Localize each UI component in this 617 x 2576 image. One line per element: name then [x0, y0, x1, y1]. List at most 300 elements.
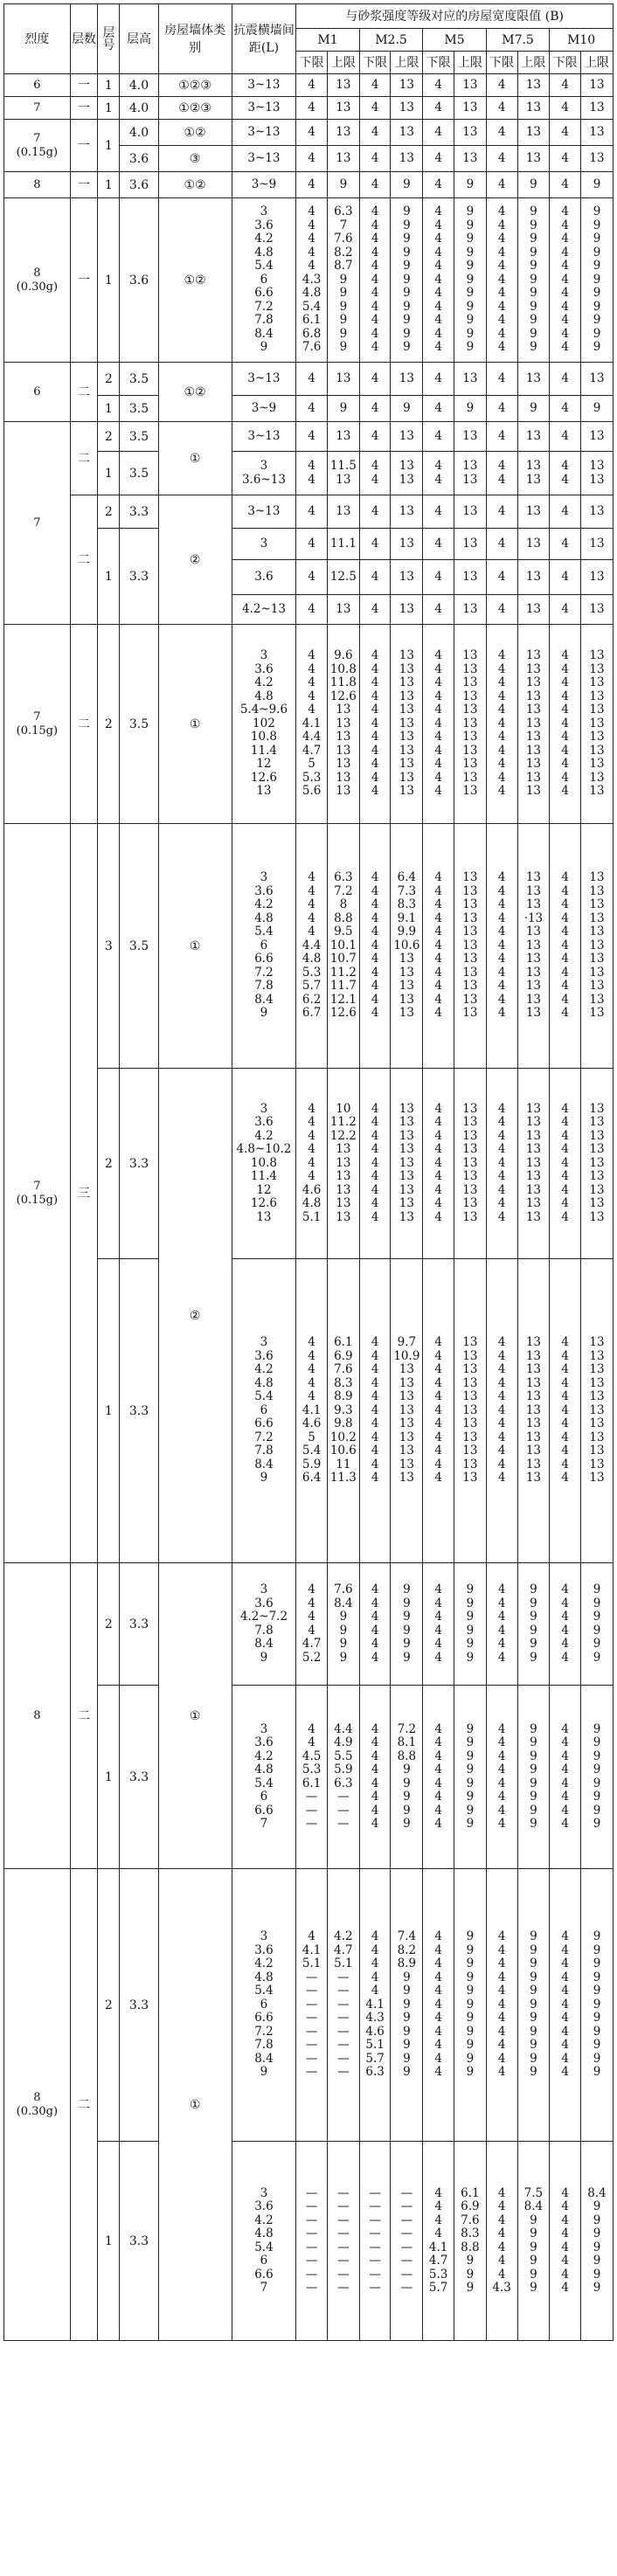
lower-limit-cell: 4 — [423, 172, 454, 198]
upper-limit-cell: 13 — [327, 495, 359, 529]
upper-limit-cell: 9 — [517, 172, 550, 198]
wall-type-cell: ①② — [158, 172, 232, 198]
lower-limit-cell: 4 — [296, 120, 328, 146]
header-lower: 下限 — [486, 52, 517, 74]
header-lower: 下限 — [550, 52, 581, 74]
lower-limit-cell: 4 — [296, 422, 328, 452]
floor-height-cell: 3.3 — [120, 1069, 158, 1259]
upper-limit-cell: 13 — [327, 146, 359, 172]
storeys-cell: 二 — [70, 422, 98, 495]
header-floor-no: 层号 — [98, 4, 120, 74]
lower-limit-cell: 4 4 — [423, 452, 454, 495]
upper-limit-cell: 9 — [581, 172, 614, 198]
lower-limit-cell: 4 — [486, 396, 517, 422]
floor-height-cell: 3.3 — [120, 1259, 158, 1563]
wall-type-cell: ①②③ — [158, 97, 232, 120]
upper-limit-cell: 4.2 4.7 5.1 — — — — — — — — — [327, 1869, 359, 2142]
upper-limit-cell: 13 — [517, 146, 550, 172]
lower-limit-cell: 4 — [359, 363, 391, 396]
lower-limit-cell: 4 4 4 4 4 4 4 4 4 4 4 — [550, 824, 581, 1069]
lower-limit-cell: 4 4 4 4 4 4 4 4 4 4 4 — [550, 198, 581, 363]
header-lower: 下限 — [359, 52, 391, 74]
lower-limit-cell: 4 — [423, 495, 454, 529]
table-row — [4, 198, 614, 363]
spacing-cell: 3~9 — [232, 396, 296, 422]
lower-limit-cell: 4 — [296, 560, 328, 595]
lower-limit-cell: 4 — [296, 363, 328, 396]
lower-limit-cell: 4 — [486, 146, 517, 172]
upper-limit-cell: 9 9 9 9 9 9 9 9 9 9 9 — [581, 198, 614, 363]
storeys-cell: 二 — [70, 625, 98, 824]
upper-limit-cell: 13 — [327, 595, 359, 625]
lower-limit-cell: 4 4 4 4 4 4 4 4 — [486, 1686, 517, 1869]
lower-limit-cell: 4 — [359, 529, 391, 560]
upper-limit-cell: 13 — [517, 120, 550, 146]
floor-height-cell: 3.6 — [120, 198, 158, 363]
floor-no-cell: 1 — [98, 198, 120, 363]
lower-limit-cell: 4 — [423, 422, 454, 452]
upper-limit-cell: 9 9 9 9 9 9 — [391, 1563, 423, 1686]
header-lower: 下限 — [423, 52, 454, 74]
lower-limit-cell: 4 — [359, 422, 391, 452]
upper-limit-cell: 13 — [454, 363, 487, 396]
floor-height-cell: 4.0 — [120, 74, 158, 97]
lower-limit-cell: 4 — [486, 74, 517, 97]
floor-no-cell: 1 — [98, 1259, 120, 1563]
upper-limit-cell: 9 9 9 9 9 9 — [454, 1563, 487, 1686]
lower-limit-cell: 4 4 4 4 4 4 — [486, 1563, 517, 1686]
lower-limit-cell: 4 4 — [486, 452, 517, 495]
upper-limit-cell: 6.3 7 7.6 8.2 8.7 9 9 9 9 9 9 — [327, 198, 359, 363]
floor-no-cell: 1 — [98, 529, 120, 625]
table-row — [4, 824, 614, 1069]
upper-limit-cell: 9 — [327, 396, 359, 422]
table-row — [4, 363, 614, 396]
lower-limit-cell: 4 — [423, 595, 454, 625]
upper-limit-cell: 13 — [517, 422, 550, 452]
storeys-cell: 一 — [70, 97, 98, 120]
lower-limit-cell: 4 — [486, 495, 517, 529]
floor-no-cell: 2 — [98, 363, 120, 396]
lower-limit-cell: 4 — [359, 97, 391, 120]
upper-limit-cell: 13 — [581, 120, 614, 146]
upper-limit-cell: 13 — [454, 495, 487, 529]
upper-limit-cell: — — — — — — — — — [327, 2142, 359, 2341]
upper-limit-cell: 13 — [581, 422, 614, 452]
spacing-cell: 3 3.6 4.2 4.8 5.4~9.6 102 10.8 11.4 12 12.6 13 — [232, 625, 296, 824]
lower-limit-cell: 4 4 4 4 4 4 — [550, 1563, 581, 1686]
lower-limit-cell: 4 — [486, 595, 517, 625]
lower-limit-cell: 4 4 4 4 4 4 4 4 — [550, 2142, 581, 2341]
lower-limit-cell: 4 — [486, 529, 517, 560]
lower-limit-cell: 4 — [423, 120, 454, 146]
lower-limit-cell: 4 4 4 4 4 4 4 4 4 4 4 — [423, 1869, 454, 2142]
table-row — [4, 97, 614, 120]
lower-limit-cell: 4 — [423, 529, 454, 560]
header-floor-height: 层高 — [120, 4, 158, 74]
lower-limit-cell: 4 — [550, 396, 581, 422]
floor-height-cell: 3.3 — [120, 1869, 158, 2142]
floor-height-cell: 3.5 — [120, 396, 158, 422]
lower-limit-cell: 4 — [423, 146, 454, 172]
lower-limit-cell: — — — — — — — — — [296, 2142, 328, 2341]
header-grade-m7-5: M7.5 — [486, 29, 550, 52]
lower-limit-cell: 4 4 4 4 4 4 4 4 4 4 4 — [359, 824, 391, 1069]
lower-limit-cell: 4 4 4 4 4 4 4 4 4 — [486, 1069, 517, 1259]
lower-limit-cell: 4 4 4 4 4 4 — [359, 1563, 391, 1686]
upper-limit-cell: 7.6 8.4 9 9 9 9 — [327, 1563, 359, 1686]
lower-limit-cell: 4 — [296, 529, 328, 560]
lower-limit-cell: 4 4 4 4 4 4 4 4 4 4 4 — [359, 625, 391, 824]
header-intensity: 烈度 — [4, 4, 71, 74]
header-grade-m5: M5 — [423, 29, 487, 52]
lower-limit-cell: 4 4 4 4 4 4 4 4 4 — [423, 1069, 454, 1259]
lower-limit-cell: 4 — [296, 595, 328, 625]
floor-height-cell: 3.3 — [120, 2142, 158, 2341]
wall-type-cell: ② — [158, 495, 232, 625]
lower-limit-cell: 4 — [296, 396, 328, 422]
lower-limit-cell: 4 — [423, 74, 454, 97]
upper-limit-cell: 13 — [517, 363, 550, 396]
upper-limit-cell: 9 9 9 9 9 9 — [517, 1563, 550, 1686]
lower-limit-cell: 4 — [423, 97, 454, 120]
upper-limit-cell: 13 — [454, 120, 487, 146]
upper-limit-cell: 13 — [391, 422, 423, 452]
upper-limit-cell: 13 13 13 13 13 13 13 13 13 — [391, 1069, 423, 1259]
lower-limit-cell: 4 4 4 4 4 4 4 4 — [423, 1686, 454, 1869]
lower-limit-cell: 4 4 4 4 4 4.1 4.3 4.6 5.1 5.7 6.3 — [359, 1869, 391, 2142]
upper-limit-cell: 13 — [454, 529, 487, 560]
upper-limit-cell: 13 — [391, 529, 423, 560]
lower-limit-cell: 4 4 4 4 4.1 4.7 5.3 5.7 — [423, 2142, 454, 2341]
spacing-cell: 3~13 — [232, 146, 296, 172]
upper-limit-cell: 13 — [454, 422, 487, 452]
upper-limit-cell: 7.5 8.4 9 9 9 9 9 9 — [517, 2142, 550, 2341]
spacing-cell: 3 3.6 4.2 4.8 5.4 6 6.6 7.2 7.8 8.4 9 — [232, 198, 296, 363]
header-grade-m1: M1 — [296, 29, 360, 52]
lower-limit-cell: 4 — [423, 363, 454, 396]
lower-limit-cell: 4 — [550, 363, 581, 396]
header-upper: 上限 — [454, 52, 487, 74]
lower-limit-cell: 4 4 4 4 4 4 4 4 4 — [359, 1069, 391, 1259]
upper-limit-cell: 13 — [581, 560, 614, 595]
floor-height-cell: 3.5 — [120, 422, 158, 452]
upper-limit-cell: 13 13 13 13 13 13 13 13 13 13 13 — [517, 625, 550, 824]
wall-type-cell: ① — [158, 1869, 232, 2341]
upper-limit-cell: 9 9 9 9 9 9 — [581, 1563, 614, 1686]
upper-limit-cell: 9.7 10.9 13 13 13 13 13 13 13 13 13 — [391, 1259, 423, 1563]
floor-height-cell: 3.3 — [120, 1686, 158, 1869]
upper-limit-cell: 13 — [517, 495, 550, 529]
upper-limit-cell: 13 13 13 13 13 13 13 13 13 — [581, 1069, 614, 1259]
spacing-cell: 3~13 — [232, 120, 296, 146]
upper-limit-cell: 10 11.2 12.2 13 13 13 13 13 13 — [327, 1069, 359, 1259]
table-row — [4, 1869, 614, 2142]
lower-limit-cell: 4 4 — [359, 452, 391, 495]
lower-limit-cell: 4 — [486, 560, 517, 595]
lower-limit-cell: — — — — — — — — — [359, 2142, 391, 2341]
lower-limit-cell: 4 4 4 4 4 4 — [423, 1563, 454, 1686]
lower-limit-cell: 4 4 4 4 4 4.4 4.8 5.3 5.7 6.2 6.7 — [296, 824, 328, 1069]
intensity-cell: 8 — [4, 1563, 71, 1869]
upper-limit-cell: 8.4 9 9 9 9 9 9 9 — [581, 2142, 614, 2341]
upper-limit-cell: 13 — [517, 560, 550, 595]
table-row — [4, 74, 614, 97]
spacing-cell: 3 3.6 4.2 4.8 5.4 6 6.6 7.2 7.8 8.4 9 — [232, 824, 296, 1069]
floor-no-cell: 2 — [98, 1869, 120, 2142]
table-body — [4, 74, 614, 2341]
wall-type-cell: ③ — [158, 146, 232, 172]
lower-limit-cell: 4 — [359, 146, 391, 172]
lower-limit-cell: 4 4 4 4 4.7 5.2 — [296, 1563, 328, 1686]
lower-limit-cell: 4 — [296, 74, 328, 97]
upper-limit-cell: 13 — [327, 97, 359, 120]
header-grade-m10: M10 — [550, 29, 614, 52]
upper-limit-cell: 13 — [327, 74, 359, 97]
storeys-cell: 二 — [70, 495, 98, 625]
upper-limit-cell: 12.5 — [327, 560, 359, 595]
upper-limit-cell: 9 9 9 9 9 9 9 9 9 9 9 — [454, 198, 487, 363]
intensity-cell: 6 — [4, 74, 71, 97]
spacing-cell: 3 3.6~13 — [232, 452, 296, 495]
floor-height-cell: 4.0 — [120, 97, 158, 120]
table-row — [4, 120, 614, 146]
width-limit-table — [3, 3, 614, 2341]
storeys-cell: 一 — [70, 120, 98, 172]
upper-limit-cell: 13 — [581, 595, 614, 625]
lower-limit-cell: 4 4 4 4 4 4 4 4 4 — [550, 1069, 581, 1259]
floor-height-cell: 3.3 — [120, 495, 158, 529]
upper-limit-cell: 9 9 9 9 9 9 9 9 9 9 9 — [454, 1869, 487, 2142]
upper-limit-cell: 13 13 13 13 13 13 13 13 13 13 13 — [517, 1259, 550, 1563]
header-upper: 上限 — [327, 52, 359, 74]
spacing-cell: 3~13 — [232, 97, 296, 120]
upper-limit-cell: 13 — [581, 363, 614, 396]
lower-limit-cell: 4 4 — [550, 452, 581, 495]
floor-no-cell: 1 — [98, 2142, 120, 2341]
storeys-cell: 一 — [70, 198, 98, 363]
upper-limit-cell: 13 13 13 13 13 13 13 13 13 13 13 — [454, 1259, 487, 1563]
wall-type-cell: ①② — [158, 198, 232, 363]
lower-limit-cell: 4 4 4 4 4 4 4 4 4 4 4 — [423, 824, 454, 1069]
spacing-cell: 3~13 — [232, 422, 296, 452]
upper-limit-cell: 13 13 13 13 13 13 13 13 13 — [517, 1069, 550, 1259]
floor-height-cell: 3.3 — [120, 1563, 158, 1686]
lower-limit-cell: 4 4 4 4 4 4 4 4 4 4 4 — [486, 625, 517, 824]
floor-no-cell: 1 — [98, 172, 120, 198]
table-header — [4, 4, 614, 74]
lower-limit-cell: 4 4 4 4 4 4 4 4.3 — [486, 2142, 517, 2341]
storeys-cell: 二 — [70, 363, 98, 422]
upper-limit-cell: 13 13 13 13 13 13 13 13 13 13 13 — [454, 625, 487, 824]
spacing-cell: 3~13 — [232, 74, 296, 97]
upper-limit-cell: 6.4 7.3 8.3 9.1 9.9 10.6 13 13 13 13 13 — [391, 824, 423, 1069]
spacing-cell: 3.6 — [232, 560, 296, 595]
upper-limit-cell: 6.1 6.9 7.6 8.3 8.8 9 9 9 — [454, 2142, 487, 2341]
upper-limit-cell: 13 — [581, 97, 614, 120]
lower-limit-cell: 4 4 4 4 4 4 4.6 4.8 5.1 — [296, 1069, 328, 1259]
lower-limit-cell: 4 — [296, 146, 328, 172]
spacing-cell: 3 3.6 4.2~7.2 7.8 8.4 9 — [232, 1563, 296, 1686]
lower-limit-cell: 4 4 4 4 4 4 4 4 4 4 4 — [359, 1259, 391, 1563]
wall-type-cell: ② — [158, 1069, 232, 1563]
lower-limit-cell: 4 4.1 5.1 — — — — — — — — — [296, 1869, 328, 2142]
table-row — [4, 625, 614, 824]
upper-limit-cell: 7.4 8.2 8.9 9 9 9 9 9 9 9 9 — [391, 1869, 423, 2142]
floor-no-cell: 2 — [98, 1069, 120, 1259]
floor-height-cell: 3.5 — [120, 824, 158, 1069]
spacing-cell: 3 — [232, 529, 296, 560]
upper-limit-cell: 9 9 9 9 9 9 9 9 — [454, 1686, 487, 1869]
lower-limit-cell: 4 — [550, 595, 581, 625]
lower-limit-cell: 4 4 4 4 4 4 4 4 4 4 4 — [550, 1259, 581, 1563]
lower-limit-cell: 4 4 4 4 4 4 4 4 4 4 4 — [486, 1259, 517, 1563]
header-upper: 上限 — [581, 52, 614, 74]
lower-limit-cell: 4 4 4 4 4 4.3 4.8 5.4 6.1 6.8 7.6 — [296, 198, 328, 363]
wall-type-cell: ① — [158, 1563, 232, 1869]
upper-limit-cell: 13 — [517, 595, 550, 625]
upper-limit-cell: 9 9 9 9 9 9 9 9 9 9 9 — [581, 1869, 614, 2142]
upper-limit-cell: 9 — [391, 396, 423, 422]
lower-limit-cell: 4 — [550, 97, 581, 120]
intensity-cell: 7 (0.15g) — [4, 120, 71, 172]
lower-limit-cell: 4 — [550, 146, 581, 172]
upper-limit-cell: 7.2 8.1 8.8 9 9 9 9 9 — [391, 1686, 423, 1869]
lower-limit-cell: 4 — [359, 396, 391, 422]
floor-no-cell: 2 — [98, 1563, 120, 1686]
spacing-cell: 3~13 — [232, 363, 296, 396]
upper-limit-cell: 9.6 10.8 11.8 12.6 13 13 13 13 13 13 13 — [327, 625, 359, 824]
upper-limit-cell: 13 — [391, 74, 423, 97]
table-row — [4, 495, 614, 529]
upper-limit-cell: 13 — [391, 97, 423, 120]
intensity-cell: 7 (0.15g) — [4, 824, 71, 1563]
lower-limit-cell: 4 — [550, 495, 581, 529]
upper-limit-cell: 13 — [327, 422, 359, 452]
upper-limit-cell: 13 — [391, 120, 423, 146]
intensity-cell: 7 — [4, 422, 71, 625]
upper-limit-cell: 13 13 13 13 13 13 13 13 13 13 13 — [581, 625, 614, 824]
upper-limit-cell: 13 — [327, 120, 359, 146]
floor-no-cell: 2 — [98, 495, 120, 529]
upper-limit-cell: 13 — [454, 560, 487, 595]
wall-type-cell: ① — [158, 625, 232, 824]
intensity-cell: 8 — [4, 172, 71, 198]
lower-limit-cell: 4 — [359, 120, 391, 146]
floor-no-cell: 1 — [98, 452, 120, 495]
upper-limit-cell: 13 — [517, 529, 550, 560]
lower-limit-cell: 4 — [359, 595, 391, 625]
floor-no-cell: 2 — [98, 625, 120, 824]
lower-limit-cell: 4 — [423, 560, 454, 595]
floor-no-cell: 1 — [98, 1686, 120, 1869]
floor-height-cell: 3.5 — [120, 625, 158, 824]
header-wall-type: 房屋墙体类别 — [158, 4, 232, 74]
upper-limit-cell: 13 13 — [391, 452, 423, 495]
lower-limit-cell: 4 — [550, 422, 581, 452]
upper-limit-cell: 13 13 — [454, 452, 487, 495]
table-row — [4, 422, 614, 452]
upper-limit-cell: 9 9 9 9 9 9 9 9 9 9 9 — [517, 198, 550, 363]
lower-limit-cell: 4 — [550, 74, 581, 97]
upper-limit-cell: 13 — [391, 363, 423, 396]
upper-limit-cell: 13 — [391, 595, 423, 625]
floor-height-cell: 3.5 — [120, 452, 158, 495]
lower-limit-cell: 4 — [359, 74, 391, 97]
upper-limit-cell: 13 — [581, 146, 614, 172]
lower-limit-cell: 4 — [359, 172, 391, 198]
storeys-cell: 一 — [70, 74, 98, 97]
upper-limit-cell: 13 — [454, 595, 487, 625]
upper-limit-cell: 13 — [581, 74, 614, 97]
upper-limit-cell: 6.1 6.9 7.6 8.3 8.9 9.3 9.8 10.2 10.6 11 11.3 — [327, 1259, 359, 1563]
upper-limit-cell: 13 — [581, 495, 614, 529]
spacing-cell: 3 3.6 4.2 4.8 5.4 6 6.6 7.2 7.8 8.4 9 — [232, 1259, 296, 1563]
upper-limit-cell: 9 9 9 9 9 9 9 9 9 9 9 — [517, 1869, 550, 2142]
upper-limit-cell: 9 — [581, 396, 614, 422]
lower-limit-cell: 4 — [486, 97, 517, 120]
upper-limit-cell: 13 — [391, 495, 423, 529]
header-upper: 上限 — [391, 52, 423, 74]
floor-no-cell: 1 — [98, 97, 120, 120]
intensity-cell: 7 (0.15g) — [4, 625, 71, 824]
intensity-cell: 7 — [4, 97, 71, 120]
upper-limit-cell: 9 — [391, 172, 423, 198]
header-group: 与砂浆强度等级对应的房屋宽度限值 (B) — [296, 4, 614, 29]
upper-limit-cell: 9 9 9 9 9 9 9 9 — [517, 1686, 550, 1869]
upper-limit-cell: 13 — [517, 74, 550, 97]
upper-limit-cell: 13 13 13 13 13 13 13 13 13 13 13 — [581, 824, 614, 1069]
wall-type-cell: ①② — [158, 120, 232, 146]
storeys-cell: 二 — [70, 1869, 98, 2341]
lower-limit-cell: 4 — [359, 495, 391, 529]
intensity-cell: 6 — [4, 363, 71, 422]
header-spacing: 抗震横墙间距(L) — [232, 4, 296, 74]
spacing-cell: 3 3.6 4.2 4.8 5.4 6 6.6 7 — [232, 2142, 296, 2341]
upper-limit-cell: 13 — [391, 146, 423, 172]
lower-limit-cell: 4 4 4 4 4 4.1 4.4 4.7 5 5.3 5.6 — [296, 625, 328, 824]
spacing-cell: 4.2~13 — [232, 595, 296, 625]
upper-limit-cell: 13 — [391, 560, 423, 595]
intensity-cell: 8 (0.30g) — [4, 1869, 71, 2341]
floor-no-cell: 3 — [98, 824, 120, 1069]
lower-limit-cell: 4 — [423, 396, 454, 422]
lower-limit-cell: 4 4 4 4 4 4 4 4 4 4 4 — [359, 198, 391, 363]
floor-no-cell: 2 — [98, 422, 120, 452]
lower-limit-cell: 4 4 4 4 4 4.1 4.6 5 5.4 5.9 6.4 — [296, 1259, 328, 1563]
storeys-cell: 三 — [70, 824, 98, 1563]
lower-limit-cell: 4 — [550, 560, 581, 595]
spacing-cell: 3 3.6 4.2 4.8 5.4 6 6.6 7.2 7.8 8.4 9 — [232, 1869, 296, 2142]
spacing-cell: 3 3.6 4.2 4.8~10.2 10.8 11.4 12 12.6 13 — [232, 1069, 296, 1259]
lower-limit-cell: 4 — [550, 529, 581, 560]
floor-height-cell: 3.5 — [120, 363, 158, 396]
upper-limit-cell: 9 9 9 9 9 9 9 9 — [581, 1686, 614, 1869]
lower-limit-cell: 4 4 4 4 4 4 4 4 — [359, 1686, 391, 1869]
lower-limit-cell: 4 — [296, 97, 328, 120]
lower-limit-cell: 4 4 4 4 4 4 4 4 — [550, 1686, 581, 1869]
storeys-cell: 一 — [70, 172, 98, 198]
wall-type-cell: ① — [158, 824, 232, 1069]
wall-type-cell: ①②③ — [158, 74, 232, 97]
header-storeys: 层数 — [70, 4, 98, 74]
lower-limit-cell: 4 4 4 4 4 4 4 4 4 4 4 — [550, 625, 581, 824]
header-lower: 下限 — [296, 52, 328, 74]
upper-limit-cell: 11.1 — [327, 529, 359, 560]
upper-limit-cell: 13 13 — [517, 452, 550, 495]
header-grade-m2-5: M2.5 — [359, 29, 423, 52]
floor-no-cell: 1 — [98, 396, 120, 422]
